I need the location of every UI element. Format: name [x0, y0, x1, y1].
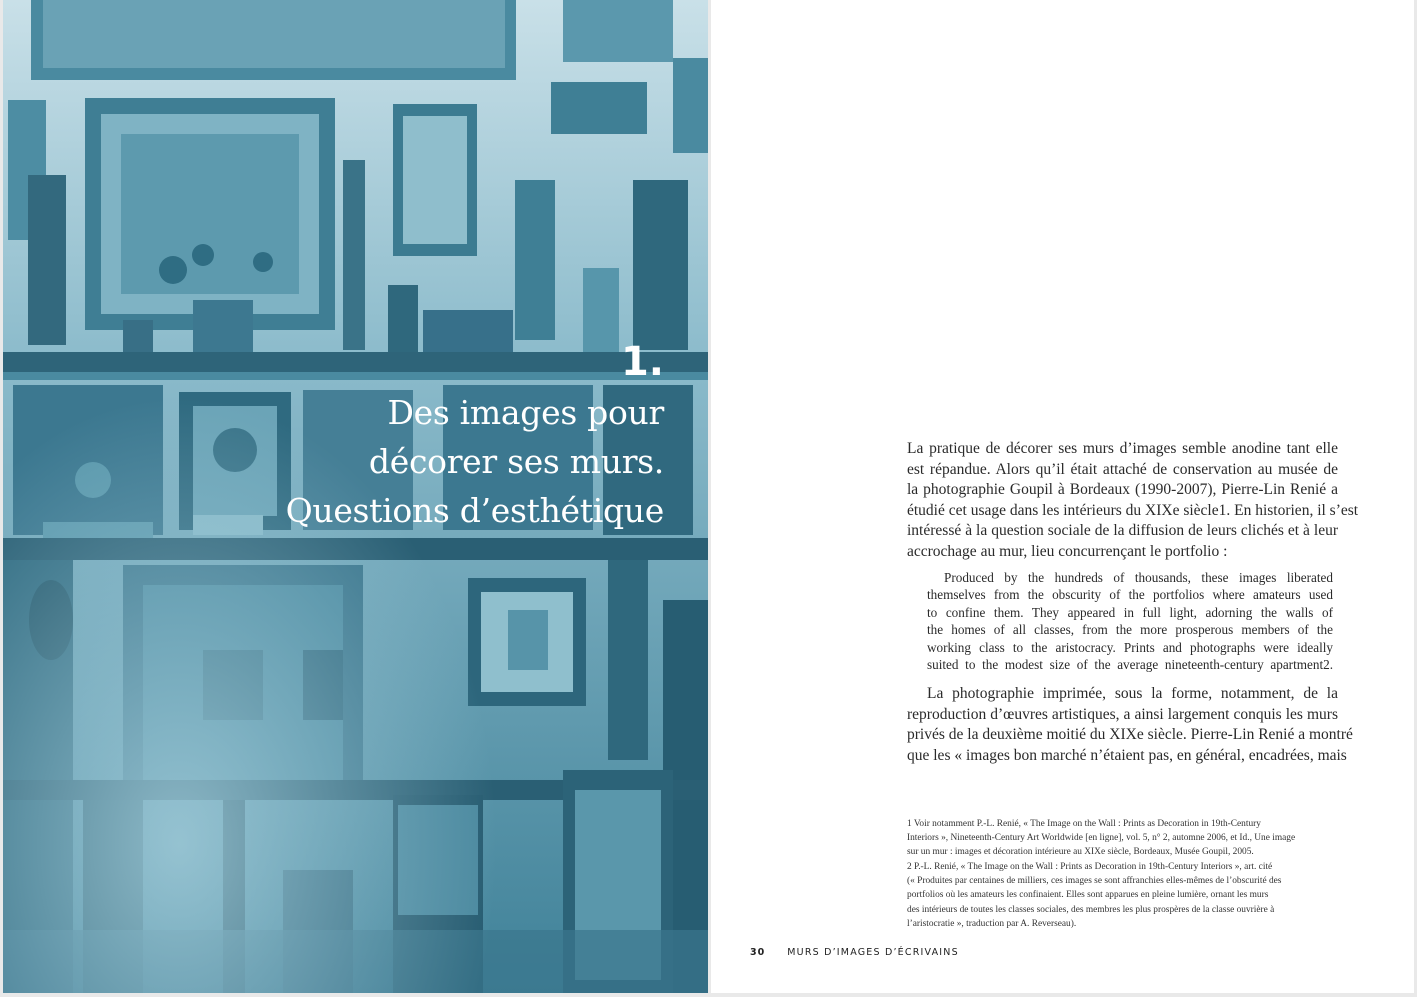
quote-line: Produced by the hundreds of thousands, these images liberated — [944, 570, 1333, 585]
footnote-line: sur un mur : images et décoration intérieure au XIXe siècle, Bordeaux, Musée Goupil, 2005. — [907, 847, 1254, 858]
footnote-1 — [907, 817, 1337, 859]
chapter-number: 1. — [620, 339, 664, 385]
text-line: privés de la deuxième moitié du XIXe siècle. Pierre-Lin Renié a montré — [907, 726, 1353, 744]
quote-line: to confine them. They appeared in full light, adorning the walls of — [927, 604, 1333, 620]
body-paragraph — [907, 684, 1353, 766]
text-line: accrochage au mur, lieu concurrençant le portfolio : — [907, 542, 1228, 560]
footnote-line: 1 Voir notamment P.-L. Renié, « The Image on the Wall : Prints as Decoration in 19th-Century — [907, 819, 1261, 829]
quote-line: working class to the aristocracy. Prints and photographs were ideally — [927, 639, 1333, 655]
footnote-line: (« Produites par centaines de milliers, ces images se sont affranchies elles-mêmes de l’obscurité des — [907, 876, 1282, 887]
chapter-title-line: Questions d’esthétique — [285, 491, 664, 530]
text-line: la photographie Goupil à Bordeaux (1990-2007), Pierre-Lin Renié a — [907, 481, 1338, 499]
page-number: 30 — [750, 947, 766, 958]
quote-line: the homes of all classes, from the more prosperous members of the — [927, 622, 1333, 638]
text-line: La photographie imprimée, sous la forme, notamment, de la — [927, 685, 1338, 702]
chapter-title-line: Des images pour — [387, 393, 664, 432]
left-page — [3, 0, 708, 993]
text-line: étudié cet usage dans les intérieurs du XIXe siècle1. En historien, il s’est — [907, 501, 1359, 519]
quote-line: themselves from the obscurity of the portfolios where amateurs used — [927, 587, 1333, 603]
right-page — [711, 0, 1414, 993]
chapter-heading — [286, 338, 664, 535]
quote-line: suited to the modest size of the average nineteenth-century apartment2. — [927, 657, 1333, 673]
page-footer — [750, 947, 959, 958]
text-line: intéressé à la question sociale de la diffusion de leurs clichés et à leur — [907, 522, 1338, 540]
footnote-line: des intérieurs de toutes les classes sociales, des membres les plus prospères de la classe ouvrière à — [907, 904, 1275, 915]
text-line: reproduction d’œuvres artistiques, a ainsi largement conquis les murs — [907, 705, 1338, 723]
footnote-line: Interiors », Nineteenth-Century Art Worldwide [en ligne], vol. 5, n° 2, automne 2006, et Id., Une image — [907, 833, 1296, 844]
blockquote — [927, 569, 1333, 673]
footnote-line: portfolios où les amateurs les confinaient. Elles sont apparues en pleine lumière, ornant les murs — [907, 890, 1269, 901]
footnotes — [907, 817, 1337, 931]
chapter-title-line: décorer ses murs. — [368, 442, 664, 481]
running-title: MURS D’IMAGES D’ÉCRIVAINS — [787, 947, 959, 958]
text-line: La pratique de décorer ses murs d’images semble anodine tant elle — [907, 440, 1338, 457]
body-paragraph — [907, 439, 1359, 563]
text-line: que les « images bon marché n’étaient pas, en général, encadrées, mais — [907, 746, 1347, 764]
text-line: est répandue. Alors qu’il était attaché de conservation au musée de — [907, 460, 1338, 478]
footnote-line: l’aristocratie », traduction par A. Reverseau). — [907, 918, 1077, 929]
footnote-line: 2 P.-L. Renié, « The Image on the Wall : Prints as Decoration in 19th-Century Interiors », art. cité — [907, 862, 1273, 873]
footnote-2 — [907, 860, 1337, 930]
